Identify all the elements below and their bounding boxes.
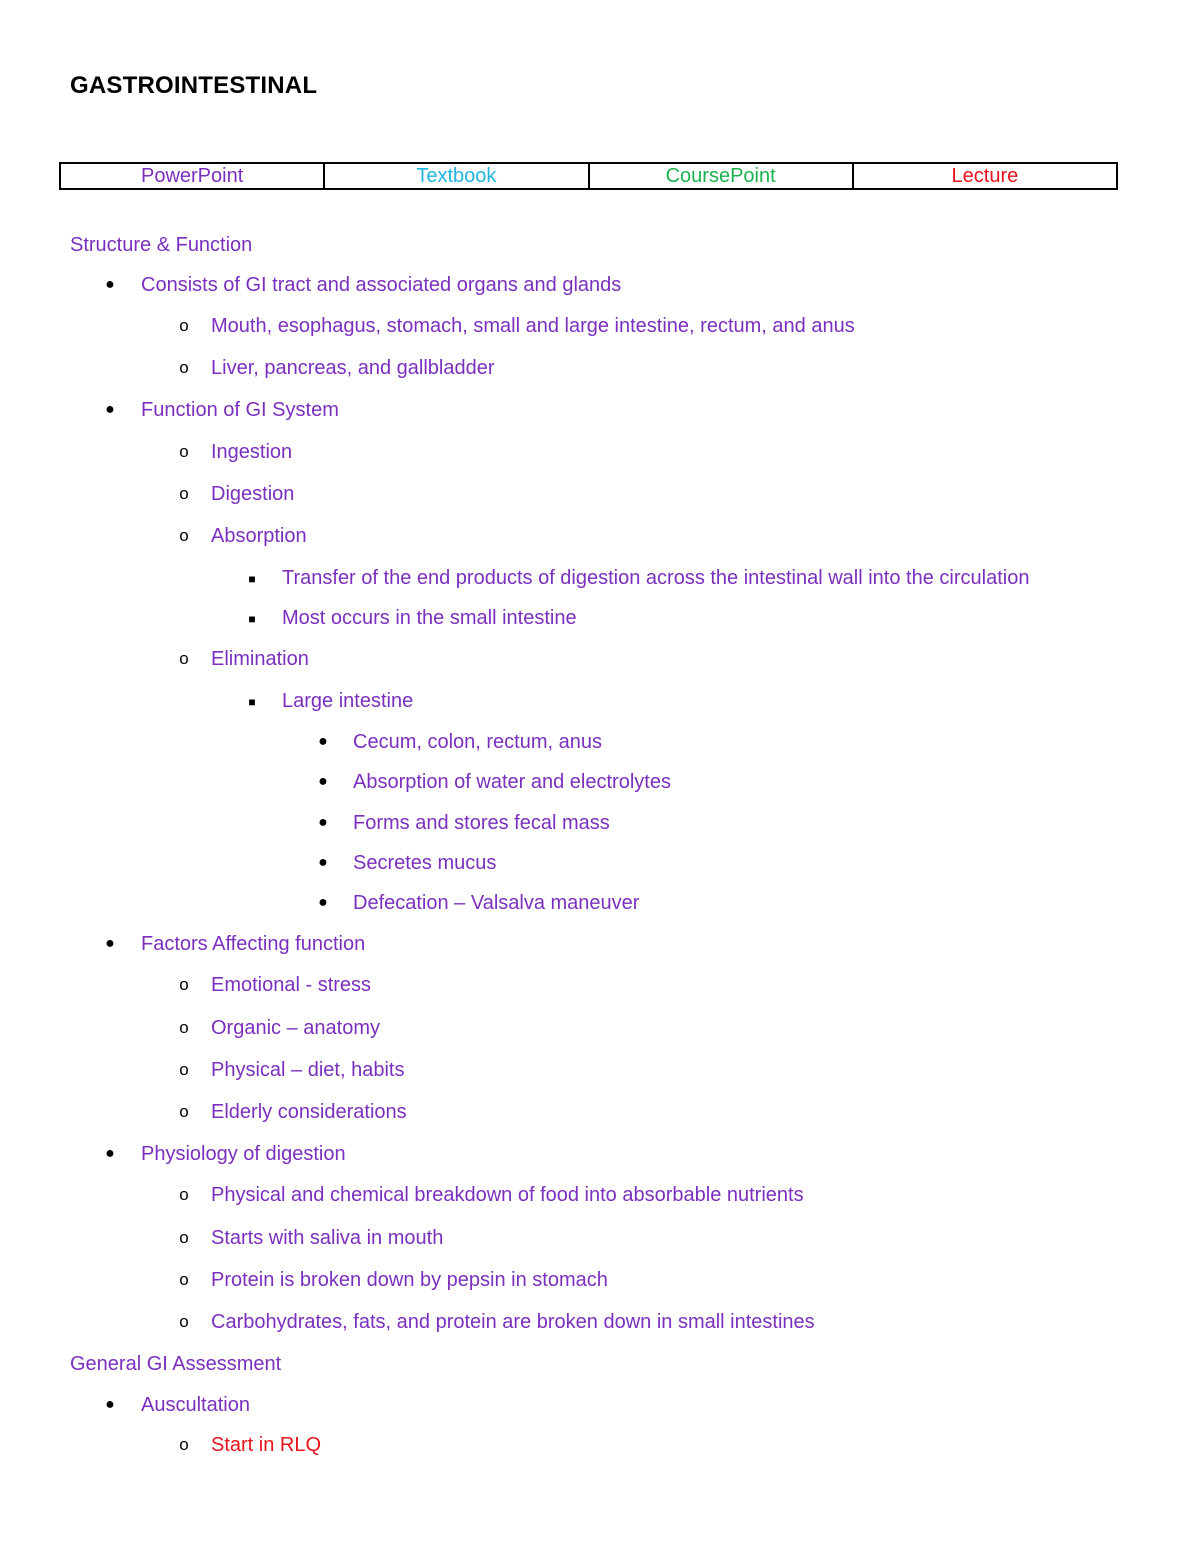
outline-item: Starts with saliva in mouth [211, 1227, 444, 1249]
outline-item: Factors Affecting function [141, 933, 366, 955]
legend-coursepoint: CoursePoint [589, 163, 853, 189]
outline-item: Physical and chemical breakdown of food into absorbable nutrients [211, 1184, 804, 1206]
legend-textbook: Textbook [324, 163, 588, 189]
outline-item: Elimination [211, 648, 309, 670]
bullet-circle-icon: o [179, 1312, 189, 1331]
bullet-dot-icon: ● [318, 814, 328, 831]
outline-item: Liver, pancreas, and gallbladder [211, 357, 495, 379]
outline-item: Defecation – Valsalva maneuver [353, 892, 640, 914]
outline-item: Secretes mucus [353, 852, 497, 874]
outline-item: Mouth, esophagus, stomach, small and large intestine, rectum, and anus [211, 315, 855, 337]
bullet-dot-icon: ● [105, 401, 115, 418]
bullet-circle-icon: o [179, 649, 189, 668]
bullet-dot-icon: ● [318, 773, 328, 790]
outline-item: Transfer of the end products of digestion across the intestinal wall into the circulation [282, 567, 1030, 589]
legend-lecture: Lecture [853, 163, 1117, 189]
bullet-circle-icon: o [179, 484, 189, 503]
bullet-square-icon: ■ [248, 695, 256, 709]
outline-item: Forms and stores fecal mass [353, 812, 610, 834]
outline-item: Digestion [211, 483, 295, 505]
legend-powerpoint: PowerPoint [60, 163, 324, 189]
outline-item: Carbohydrates, fats, and protein are broken down in small intestines [211, 1311, 815, 1333]
outline-item: Absorption [211, 525, 307, 547]
section-heading: Structure & Function [70, 234, 253, 256]
outline-item: Elderly considerations [211, 1101, 407, 1123]
bullet-dot-icon: ● [105, 935, 115, 952]
bullet-circle-icon: o [179, 975, 189, 994]
bullet-dot-icon: ● [105, 1145, 115, 1162]
bullet-circle-icon: o [179, 1228, 189, 1247]
outline-item: Protein is broken down by pepsin in stomach [211, 1269, 608, 1291]
bullet-circle-icon: o [179, 1435, 189, 1454]
bullet-circle-icon: o [179, 1185, 189, 1204]
bullet-circle-icon: o [179, 1018, 189, 1037]
bullet-circle-icon: o [179, 442, 189, 461]
bullet-circle-icon: o [179, 1270, 189, 1289]
outline-item: Physiology of digestion [141, 1143, 346, 1165]
outline-item: Emotional - stress [211, 974, 372, 996]
outline-item: Function of GI System [141, 399, 339, 421]
color-legend-table [59, 162, 1118, 190]
bullet-square-icon: ■ [248, 612, 256, 626]
outline-item: Physical – diet, habits [211, 1059, 405, 1081]
page-title: GASTROINTESTINAL [70, 72, 318, 99]
bullet-circle-icon: o [179, 316, 189, 335]
bullet-dot-icon: ● [318, 854, 328, 871]
outline-item: Absorption of water and electrolytes [353, 771, 671, 793]
bullet-circle-icon: o [179, 1102, 189, 1121]
outline-item: Auscultation [141, 1394, 250, 1416]
bullet-dot-icon: ● [105, 1396, 115, 1413]
bullet-dot-icon: ● [318, 733, 328, 750]
outline-item: Start in RLQ [211, 1434, 322, 1456]
outline-item: Consists of GI tract and associated organs and glands [141, 274, 622, 296]
outline-item: Organic – anatomy [211, 1017, 380, 1039]
bullet-circle-icon: o [179, 1060, 189, 1079]
outline-item: Cecum, colon, rectum, anus [353, 731, 602, 753]
bullet-circle-icon: o [179, 358, 189, 377]
bullet-dot-icon: ● [318, 894, 328, 911]
outline-item: Ingestion [211, 441, 293, 463]
outline-item: Large intestine [282, 690, 414, 712]
section-heading: General GI Assessment [70, 1353, 282, 1375]
outline-item: Most occurs in the small intestine [282, 607, 577, 629]
bullet-square-icon: ■ [248, 572, 256, 586]
bullet-dot-icon: ● [105, 276, 115, 293]
bullet-circle-icon: o [179, 526, 189, 545]
